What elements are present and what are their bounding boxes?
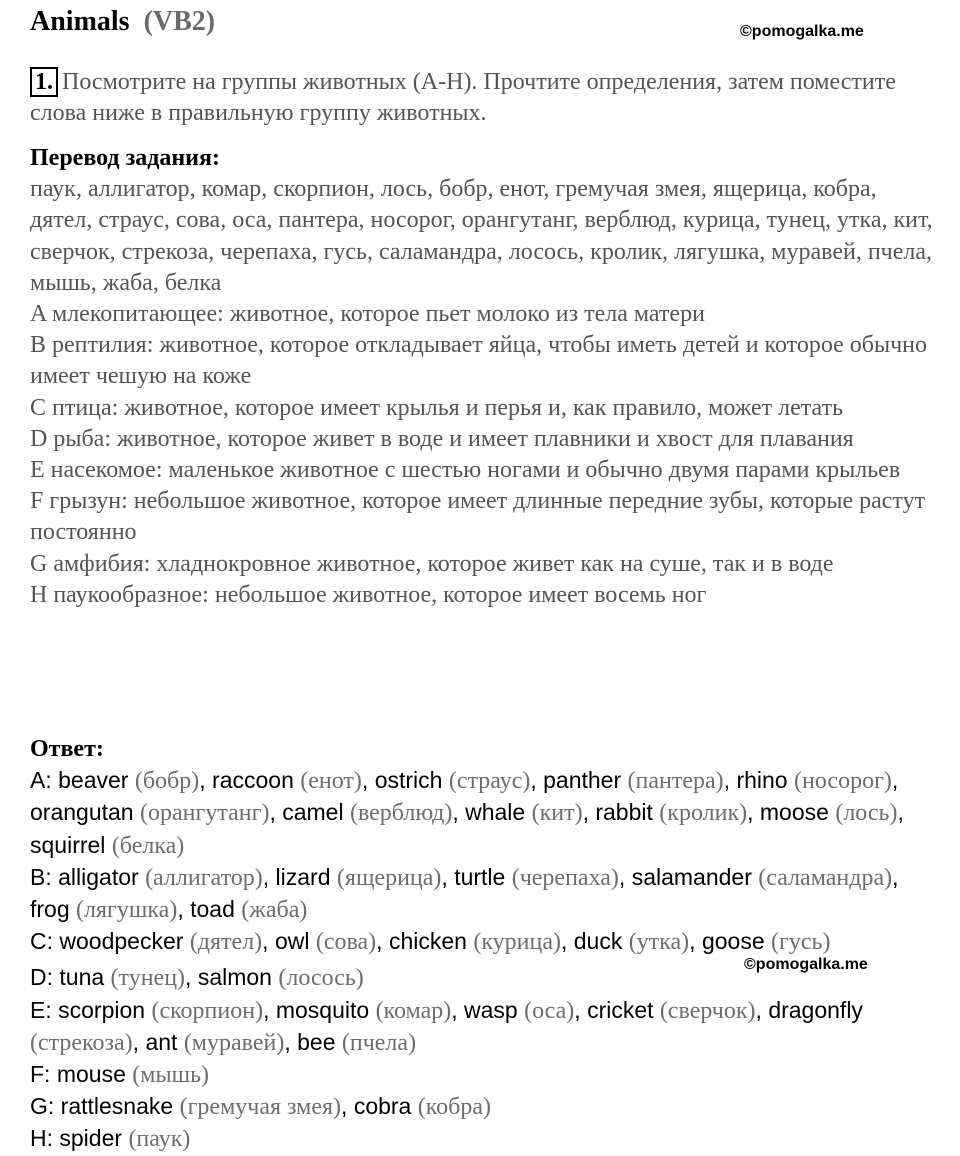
group-letter: A: — [30, 767, 52, 794]
group-letter: G: — [30, 1093, 55, 1120]
task-block — [30, 67, 930, 129]
animal-en: frog — [30, 896, 70, 923]
animal-ru: (стрекоза) — [30, 1029, 133, 1056]
page-title — [30, 2, 215, 42]
animal-en: rhino — [736, 767, 788, 794]
animal-ru: (сверчок) — [659, 997, 756, 1024]
animal-en: wasp — [464, 996, 518, 1023]
answer-group — [30, 1059, 935, 1091]
animal-ru: (саламандра) — [758, 864, 893, 891]
animal-en: alligator — [58, 863, 139, 890]
definitions-list — [30, 299, 935, 611]
answer-heading: Ответ: — [30, 736, 104, 762]
animal-ru: (верблюд) — [349, 800, 453, 827]
animal-ru: (носорог) — [793, 768, 892, 795]
animal-en: ant — [145, 1028, 178, 1055]
animal-ru: (пчела) — [341, 1029, 417, 1056]
animal-en: whale — [465, 799, 526, 826]
animal-en: spider — [59, 1125, 123, 1152]
animal-ru: (гремучая змея) — [179, 1094, 342, 1121]
translation-words: паук, аллигатор, комар, скорпион, лось, бобр, енот, гремучая змея, ящерица, кобра, дятел, страус, сова, оса, пантера, носорог, орангутанг, верблюд, курица, тунец, утка, кит, сверчок, стрекоза, черепаха, гусь, саламандра, лосось, кролик, лягушка, муравей, пчела, мышь, жаба, белка — [30, 176, 933, 296]
animal-en: tuna — [59, 964, 105, 991]
animal-en: chicken — [388, 928, 467, 955]
animal-en: turtle — [454, 863, 506, 890]
animal-ru: (курица) — [473, 929, 561, 956]
animal-ru: (тунец) — [110, 965, 186, 992]
animal-ru: (енот) — [300, 768, 362, 795]
animal-en: panther — [543, 767, 622, 794]
animal-ru: (оса) — [524, 997, 575, 1024]
watermark-top: ©pomogalka.me — [740, 23, 864, 40]
animal-ru: (страус) — [448, 768, 531, 795]
animal-ru: (бобр) — [134, 768, 200, 795]
animal-ru: (муравей) — [183, 1029, 285, 1056]
animal-en: rattlesnake — [60, 1093, 174, 1120]
definition-line: A млекопитающее: животное, которое пьет молоко из тела матери — [30, 301, 705, 328]
animal-en: duck — [573, 928, 623, 955]
task-number: 1. — [30, 67, 58, 97]
definition-line: E насекомое: маленькое животное с шестью ногами и обычно двумя парами крыльев — [30, 457, 901, 484]
animal-ru: (пантера) — [627, 768, 724, 795]
animal-en: orangutan — [30, 799, 134, 826]
animal-en: mosquito — [275, 996, 370, 1023]
definition-line: F грызун: небольшое животное, которое имеет длинные передние зубы, которые растут постоянно — [30, 488, 926, 546]
animal-en: rabbit — [595, 799, 653, 826]
animal-en: goose — [701, 928, 765, 955]
animal-ru: (черепаха) — [511, 864, 619, 891]
definition-line: B рептилия: животное, которое откладывает яйца, чтобы иметь детей и которое обычно имеет чешую на коже — [30, 332, 928, 390]
definition-line: G амфибия: хладнокровное животное, которое живет как на суше, так и в воде — [30, 550, 834, 577]
animal-en: cobra — [353, 1093, 412, 1120]
animal-ru: (паук) — [128, 1126, 191, 1153]
animal-ru: (скорпион) — [151, 997, 264, 1024]
answer-group: A: beaver (бобр), raccoon (енот), ostrich (страус), panther (пантера), rhino (носорог), orangutan (орангутанг), camel (верблюд), whale (кит), rabbit (кролик), moose (лось), squirrel (белка) — [30, 767, 904, 859]
animal-ru: (белка) — [111, 832, 185, 859]
translation-heading: Перевод задания: — [30, 145, 220, 171]
animal-ru: (кит) — [531, 800, 583, 827]
animal-ru: (кролик) — [659, 800, 748, 827]
animal-en: ostrich — [374, 767, 443, 794]
answer-group: C: woodpecker (дятел), owl (сова), chicken (курица), duck (утка), goose (гусь) — [30, 928, 831, 956]
translation-block — [30, 143, 935, 611]
animal-en: owl — [274, 928, 310, 955]
answer-group: G: rattlesnake (гремучая змея), cobra (кобра) — [30, 1093, 492, 1121]
animal-en: toad — [190, 896, 235, 923]
answer-group — [30, 1123, 935, 1155]
animal-ru: (утка) — [628, 929, 690, 956]
animal-en: salmon — [197, 964, 272, 991]
animal-en: camel — [282, 799, 344, 826]
animal-ru: (лягушка) — [76, 897, 178, 924]
animal-ru: (кобра) — [417, 1094, 492, 1121]
definition-line: H паукообразное: небольшое животное, которое имеет восемь ног — [30, 581, 707, 608]
answer-group: D: tuna (тунец), salmon (лосось) — [30, 964, 364, 992]
animal-en: mouse — [56, 1061, 126, 1088]
animal-en: scorpion — [58, 996, 146, 1023]
title-code: (VB2) — [143, 6, 216, 37]
group-letter: B: — [30, 863, 52, 890]
animal-en: moose — [759, 799, 829, 826]
animal-ru: (аллигатор) — [145, 864, 263, 891]
animal-en: dragonfly — [768, 996, 863, 1023]
answer-group: B: alligator (аллигатор), lizard (ящерица), turtle (черепаха), salamander (саламандра), frog (лягушка), toad (жаба) — [30, 863, 899, 924]
animal-en: bee — [297, 1028, 336, 1055]
animal-ru: (лось) — [835, 800, 898, 827]
animal-ru: (гусь) — [771, 929, 831, 956]
animal-ru: (комар) — [375, 997, 452, 1024]
animal-ru: (дятел) — [189, 929, 263, 956]
animal-en: lizard — [275, 863, 331, 890]
watermark-bottom: ©pomogalka.me — [744, 956, 868, 973]
group-letter: D: — [30, 964, 53, 991]
animal-en: raccoon — [212, 767, 294, 794]
animal-ru: (орангутанг) — [139, 800, 270, 827]
answer-group: E: scorpion (скорпион), mosquito (комар), wasp (оса), cricket (сверчок), dragonfly (стрекоза), ant (муравей), bee (пчела) — [30, 996, 863, 1056]
group-letter: H: — [30, 1125, 53, 1152]
animal-ru: (ящерица) — [336, 864, 442, 891]
animal-en: cricket — [587, 996, 654, 1023]
animal-ru: (жаба) — [241, 897, 308, 924]
animal-en: squirrel — [30, 831, 106, 858]
animal-en: woodpecker — [59, 928, 184, 955]
animal-ru: (мышь) — [132, 1062, 210, 1089]
group-letter: F: — [30, 1061, 51, 1088]
task-text: Посмотрите на группы животных (A-H). Прочтите определения, затем поместите слова ниже в правильную группу животных. — [30, 69, 896, 126]
answer-block — [30, 734, 935, 1156]
animal-en: salamander — [631, 863, 752, 890]
title-text: Animals — [30, 6, 130, 37]
animal-ru: (сова) — [315, 929, 377, 956]
definition-line: D рыба: животное, которое живет в воде и имеет плавники и хвост для плавания — [30, 425, 854, 452]
animal-ru: (лосось) — [278, 965, 364, 992]
group-letter: E: — [30, 996, 52, 1023]
group-letter: C: — [30, 928, 53, 955]
animal-en: beaver — [58, 767, 129, 794]
definition-line: C птица: животное, которое имеет крылья и перья и, как правило, может летать — [30, 394, 844, 421]
